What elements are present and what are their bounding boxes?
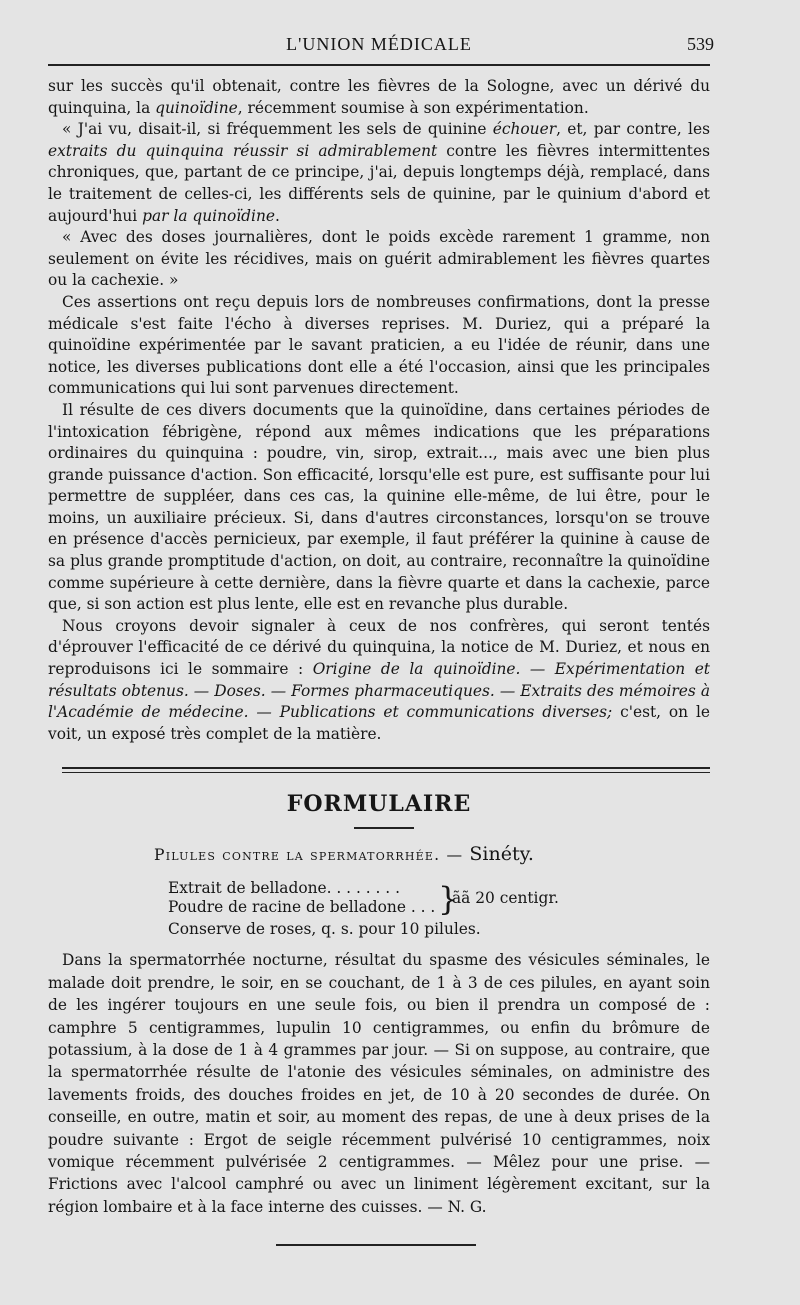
paragraph-2: « J'ai vu, disait-il, si fréquemment les sels de quinine échouer, et, par contre, les extraits du quinquina réussir si admirablement contre les fièvres intermittentes chroniques, que, partant de ce principe, j'ai, depuis longtemps déjà, remplacé, dans le traitement de celles-ci, les différents sels de quinine, par le quinium d'abord et aujourd'hui par la quinoïdine.	[48, 120, 710, 225]
paragraph-4: Ces assertions ont reçu depuis lors de nombreuses confirmations, dont la presse médicale s'est faite l'écho à diverses reprises. M. Duriez, qui a préparé la quinoïdine expérimentée par le savant praticien, a eu l'idée de réunir, dans une notice, les diverses publications dont elle a été l'occasion, ainsi que les principales communications qui lui sont parvenues directement.	[48, 292, 710, 398]
end-rule	[276, 1244, 476, 1246]
brace-glyph: }	[438, 880, 459, 919]
paragraph-5: Il résulte de ces divers documents que la quinoïdine, dans certaines périodes de l'intoxication fébrigène, répond aux mêmes indications que les préparations ordinaires du quinquina : poudre, vin, sirop, extrait..., mais avec une bien plus grande puissance d'action. Son efficacité, lorsqu'elle est pure, est suffisante pour lui permettre de suppléer, dans ces cas, la quinine elle-même, de lui être, pour le moins, un auxiliaire précieux. Si, dans d'autres circonstances, lorsqu'on se trouve en présence d'accès pernicieux, par exemple, il faut préférer la quinine à cause de sa plus grande promptitude d'action, on doit, au contraire, reconnaître la quinoïdine comme supérieure à cette dernière, dans la fièvre quarte et dans la cachexie, parce que, si son action est plus lente, elle est en revanche plus durable.	[48, 400, 710, 614]
journal-title: L'UNION MÉDICALE	[286, 34, 472, 54]
ingredient-quantity: ãã 20 centigr.	[452, 889, 559, 908]
section-heading: FORMULAIRE	[286, 791, 472, 818]
conserve-line: Conserve de roses, q. s. pour 10 pilules.	[168, 920, 481, 939]
paragraph-1: sur les succès qu'il obtenait, contre les fièvres de la Sologne, avec un dérivé du quinquina, la quinoïdine, récemment soumise à son expérimentation.	[48, 77, 710, 117]
recipe-author: Sinéty.	[469, 843, 534, 866]
article-body	[48, 76, 710, 745]
ingredient-item: Extrait de belladone. . . . . . . .	[168, 879, 400, 898]
running-header	[48, 28, 714, 66]
page-number: 539	[687, 34, 714, 54]
ingredient-list	[168, 879, 708, 939]
paragraph-3: « Avec des doses journalières, dont le poids excède rarement 1 gramme, non seulement on évite les récidives, mais on guérit admirablement les fièvres quartes ou la cachexie. »	[48, 228, 710, 290]
recipe-title: Pilules contre la spermatorrhée. — Sinéty.	[154, 843, 534, 866]
section-divider	[62, 767, 710, 773]
heading-underline	[354, 827, 414, 829]
ingredient-item: Poudre de racine de belladone . . .	[168, 898, 436, 917]
recipe-instructions: Dans la spermatorrhée nocturne, résultat du spasme des vésicules séminales, le malade doit prendre, le soir, en se couchant, de 1 à 3 de ces pilules, en ayant soin de les ingérer toujours en une seule fois, ou bien il prendra un composé de : camphre 5 centigrammes, lupulin 10 centigrammes, ou enfin du brômure de potassium, à la dose de 1 à 4 grammes par jour. — Si on suppose, au contraire, que la spermatorrhée résulte de l'atonie des vésicules séminales, on administre des lavements froids, des douches froides en jet, de 10 à 20 secondes de durée. On conseille, en outre, matin et soir, au moment des repas, de une à deux prises de la poudre suivante : Ergot de seigle récemment pulvérisé 10 centigrammes, noix vomique récemment pulvérisée 2 centigrammes. — Mêlez pour une prise. — Frictions avec l'alcool camphré ou avec un liniment légèrement excitant, sur la région lombaire et à la face interne des cuisses. — N. G.	[48, 951, 710, 1216]
paragraph-6: Nous croyons devoir signaler à ceux de nos confrères, qui seront tentés d'éprouver l'efficacité de ce dérivé du quinquina, la notice de M. Duriez, et nous en reproduisons ici le sommaire : Origine de la quinoïdine. — Expérimentation et résultats obtenus. — Doses. — Formes pharmaceutiques. — Extraits des mémoires à l'Académie de médecine. — Publications et communications diverses; c'est, on le voit, un exposé très complet de la matière.	[48, 616, 710, 743]
